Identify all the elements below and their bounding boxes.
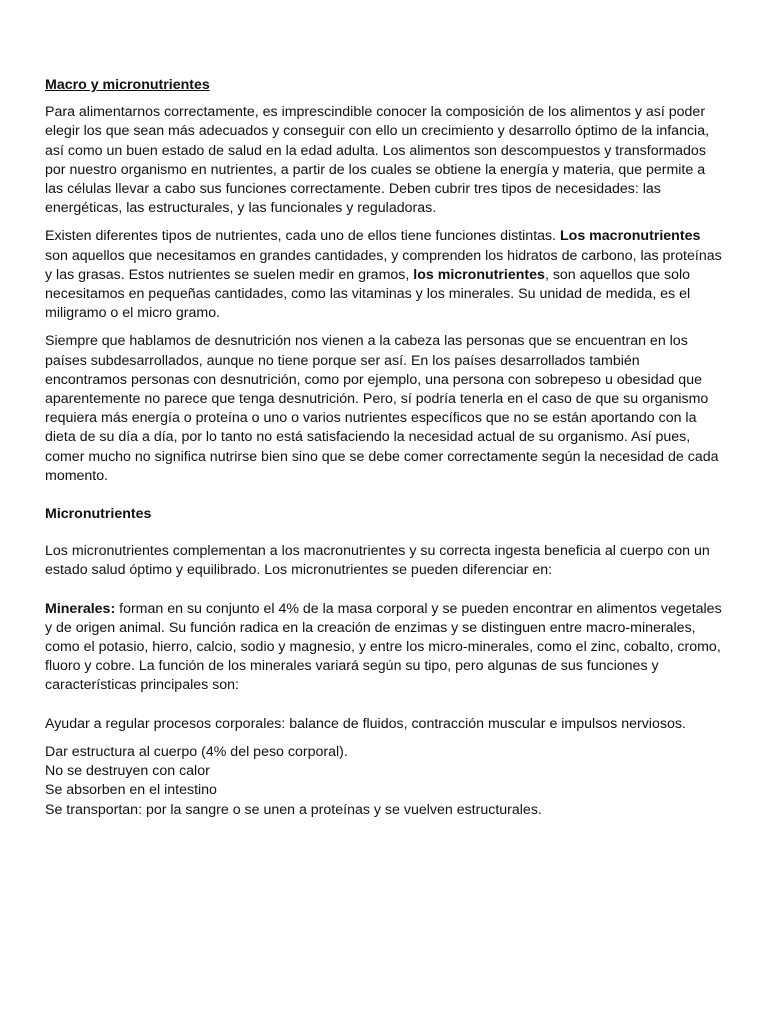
list-item: Se absorben en el intestino bbox=[45, 782, 217, 799]
list-item: Se transportan: por la sangre o se unen a proteínas y se vuelven estructurales. bbox=[45, 801, 542, 818]
paragraph-micronutrientes: Los micronutrientes complementan a los macronutrientes y su correcta ingesta beneficia al cuerpo con un estado salud óptimo y equilibrado. Los micronutrientes se pueden diferenciar en: bbox=[45, 543, 710, 579]
paragraph-funciones: Ayudar a regular procesos corporales: balance de fluidos, contracción muscular e impulsos nerviosos. bbox=[45, 715, 686, 732]
bold-macronutrientes: Los macronutrientes bbox=[560, 228, 701, 245]
spacer bbox=[45, 705, 725, 715]
section-heading-micronutrientes: Micronutrientes bbox=[45, 506, 152, 523]
paragraph-intro: Para alimentarnos correctamente, es imprescindible conocer la composición de los alimentos y así poder elegir los que sean más adecuados y conseguir con ello un crecimiento y desarrollo óptimo de la infancia, así como un buen estado de salud en la edad adulta. Los alimentos son descompuestos y transformados por nuestro organismo en nutrientes, a partir de los cuales se obtiene la energía y materia, que permite a las células llevar a cabo sus funciones correctamente. Deben cubrir tres tipos de necesidades: las energéticas, las estructurales, y las funcionales y reguladoras. bbox=[45, 104, 710, 217]
spacer bbox=[45, 495, 725, 505]
list-item: No se destruyen con calor bbox=[45, 763, 210, 780]
bold-micronutrientes: los micronutrientes bbox=[413, 266, 545, 283]
paragraph-minerales bbox=[45, 600, 725, 696]
paragraph-desnutricion: Siempre que hablamos de desnutrición nos vienen a la cabeza las personas que se encuentran en los países subdesarrollados, aunque no tiene porque ser así. En los países desarrollados también encontramos personas con desnutrición, como por ejemplo, una persona con sobrepeso u obesidad que aparentemente no parece que tenga desnutrición. Pero, sí podría tenerla en el caso de que su organismo requiera más energía o proteína o uno o varios nutrientes específicos que no se están aportando con la dieta de su día a día, por lo tanto no está satisfaciendo la necesidad actual de su organismo. Así pues, comer mucho no significa nutrirse bien sino que se debe comer correctamente según la necesidad de cada momento. bbox=[45, 333, 719, 484]
paragraph-nutrient-types bbox=[45, 227, 725, 323]
bold-minerales: Minerales: bbox=[45, 600, 116, 617]
document-title: Macro y micronutrientes bbox=[45, 77, 210, 93]
list-item: Dar estructura al cuerpo (4% del peso corporal). bbox=[45, 743, 348, 760]
paragraph-nutrient-types-text-e: , son aquellos que solo necesitamos en pequeñas cantidades, como las vitaminas y los minerales. Su unidad de medida, es el miligramo o el micro gramo. bbox=[45, 266, 691, 322]
paragraph-nutrient-types-text-c: son aquellos que necesitamos en grandes cantidades, y comprenden los hidratos de carbono, las proteínas y las grasas. Estos nutrientes se suelen medir en gramos, bbox=[45, 247, 722, 283]
spacer bbox=[45, 532, 725, 542]
paragraph-nutrient-types-text-a: Existen diferentes tipos de nutrientes, cada uno de ellos tiene funciones distintas. bbox=[45, 228, 561, 245]
paragraph-minerales-text: forman en su conjunto el 4% de la masa corporal y se pueden encontrar en alimentos vegetales y de origen animal. Su función radica en la creación de enzimas y se distinguen entre macro-minerales, como el potasio, hierro, calcio, sodio y magnesio, y entre los micro-minerales, como el zinc, cobalto, cromo, fluoro y cobre. La función de los minerales variará según su tipo, pero algunas de sus funciones y características principales son: bbox=[45, 600, 722, 694]
document-page bbox=[45, 76, 725, 820]
spacer bbox=[45, 590, 725, 600]
function-list bbox=[45, 743, 725, 820]
